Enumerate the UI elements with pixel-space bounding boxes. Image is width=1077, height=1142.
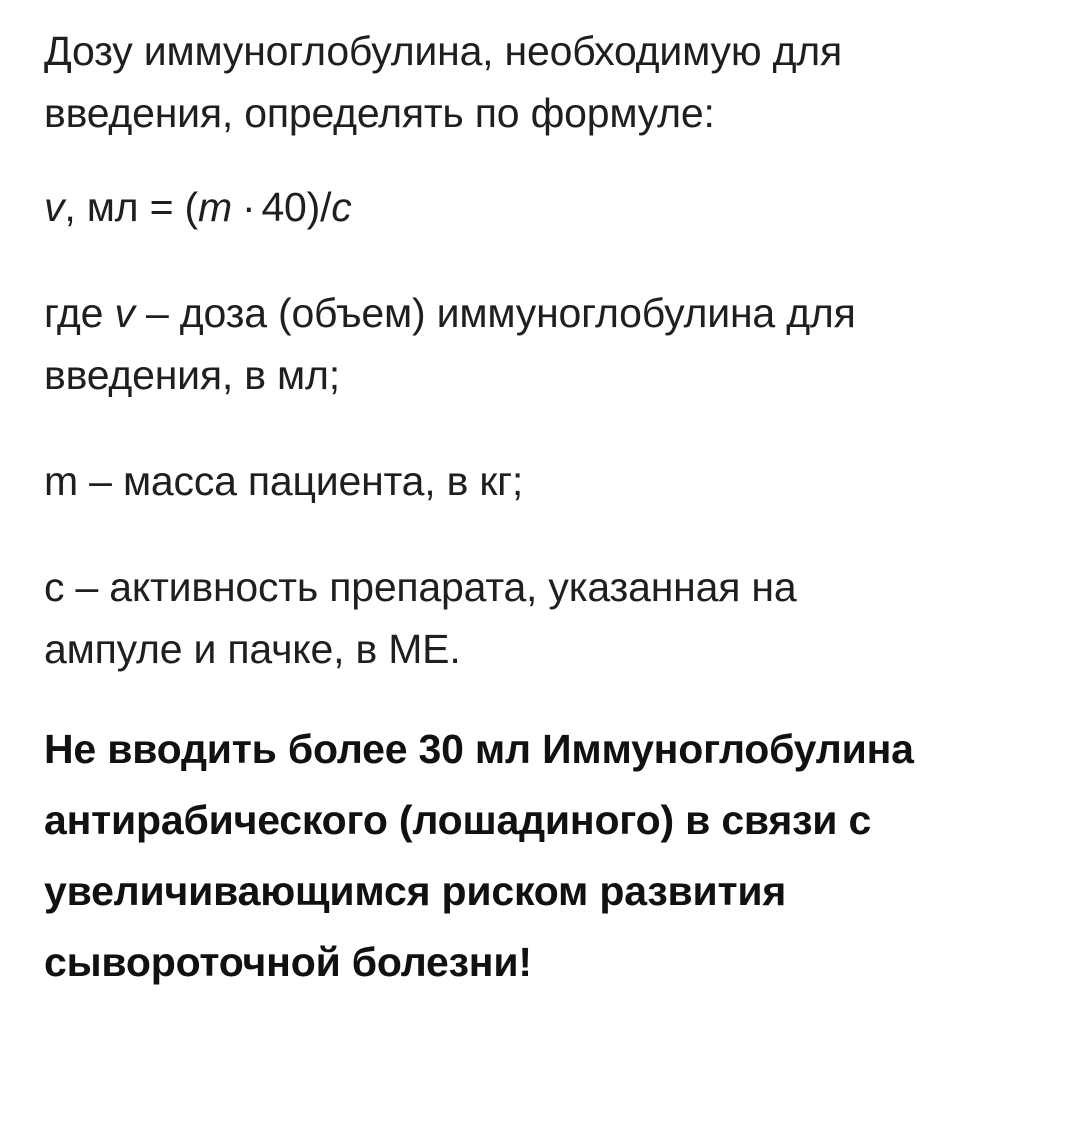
formula-dot: · bbox=[241, 184, 256, 230]
definition-c bbox=[44, 556, 1044, 680]
formula-c: c bbox=[331, 184, 352, 230]
definition-m-text: m – масса пациента, в кг; bbox=[44, 458, 524, 504]
warning-line-4: сывороточной болезни! bbox=[44, 939, 532, 985]
definition-v-prefix: где bbox=[44, 290, 115, 336]
intro-line-2: введения, определять по формуле: bbox=[44, 90, 715, 136]
definition-v bbox=[44, 282, 1044, 406]
formula-unit: , мл = ( bbox=[64, 184, 198, 230]
definition-m bbox=[44, 450, 1044, 512]
warning-line-1: Не вводить более 30 мл Иммуноглобулина bbox=[44, 726, 914, 772]
definition-c-line-1: с – активность препарата, указанная на bbox=[44, 564, 797, 610]
intro-line-1: Дозу иммуноглобулина, необходимую для bbox=[44, 28, 843, 74]
warning-line-3: увеличивающимся риском развития bbox=[44, 868, 787, 914]
definition-v-symbol: v bbox=[114, 290, 135, 336]
definition-v-line-1: – доза (объем) иммуноглобулина для bbox=[134, 290, 856, 336]
warning-paragraph bbox=[44, 714, 1044, 998]
formula-m: m bbox=[198, 184, 232, 230]
formula-v: v bbox=[44, 184, 65, 230]
definition-c-line-2: ампуле и пачке, в МЕ. bbox=[44, 626, 461, 672]
dose-formula bbox=[44, 176, 1044, 238]
intro-paragraph bbox=[44, 20, 1044, 144]
warning-line-2: антирабического (лошадиного) в связи с bbox=[44, 797, 872, 843]
formula-forty: 40)/ bbox=[261, 184, 332, 230]
definition-v-line-2: введения, в мл; bbox=[44, 352, 340, 398]
document-body bbox=[44, 20, 1044, 998]
